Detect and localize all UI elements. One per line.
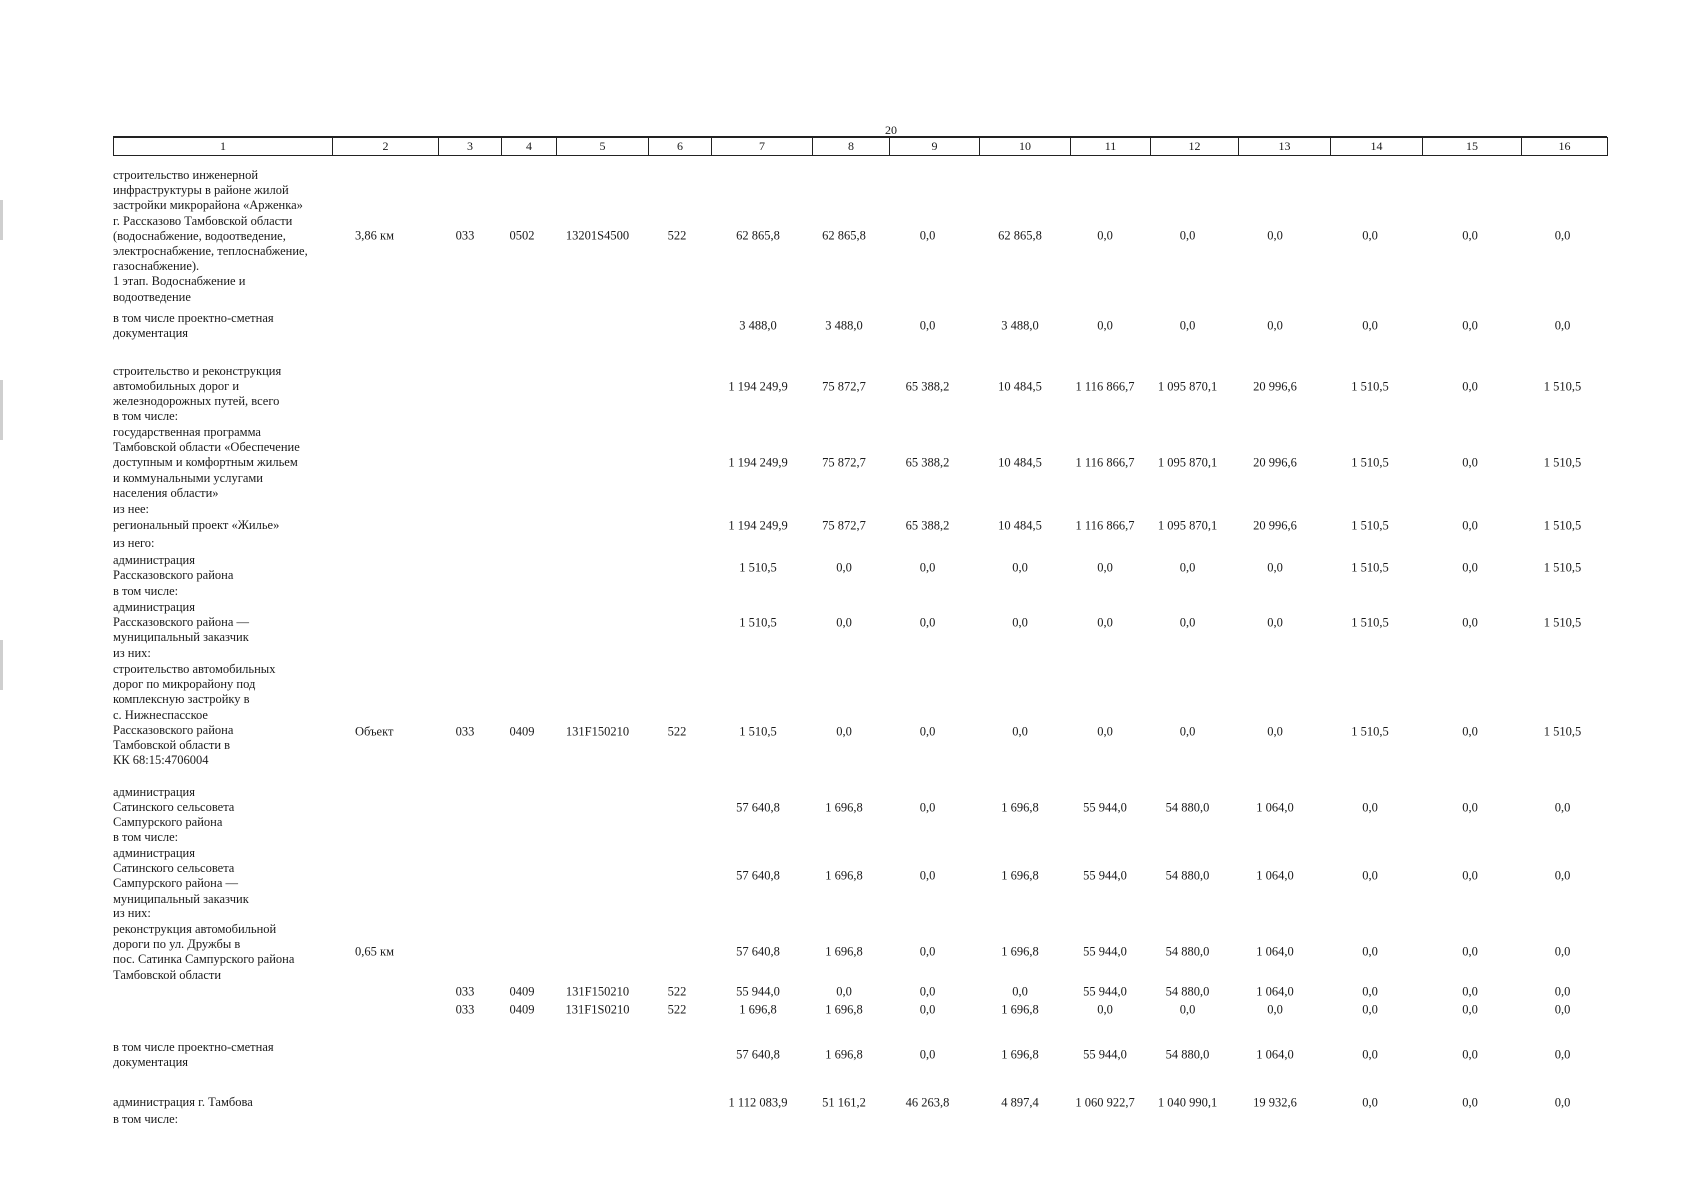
value-cell-col-11: 55 944,0 <box>1083 984 1127 999</box>
scan-edge-mark <box>0 380 3 440</box>
table-row <box>0 922 1697 982</box>
row-description: в том числе: <box>113 1112 179 1126</box>
value-cell-col-11: 1 116 866,7 <box>1075 518 1135 533</box>
row-description: в том числе: <box>113 409 179 423</box>
value-cell-col-10: 1 696,8 <box>1001 1002 1039 1017</box>
cell-c2: Объект <box>355 724 394 739</box>
header-col-5: 5 <box>557 138 649 156</box>
value-cell-col-9: 0,0 <box>919 724 936 739</box>
value-cell-col-15: 0,0 <box>1462 455 1478 469</box>
value-cell-col-10: 0,0 <box>1012 615 1028 629</box>
value-cell-col-11: 1 116 866,7 <box>1075 379 1135 393</box>
value-cell-col-11: 55 944,0 <box>1083 800 1127 814</box>
value-cell-col-14: 1 510,5 <box>1351 518 1389 533</box>
value-cell-col-16: 0,0 <box>1554 984 1571 999</box>
table-row <box>0 906 1697 921</box>
row-description: администрация Сатинского сельсовета Сампурского района — муниципальный заказчик <box>113 846 249 906</box>
value-cell-col-13: 0,0 <box>1267 318 1283 333</box>
value-cell-col-14: 0,0 <box>1362 318 1378 333</box>
value-cell-col-12: 0,0 <box>1179 560 1196 575</box>
value-cell-col-14: 1 510,5 <box>1351 724 1389 739</box>
value-cell-col-14: 1 510,5 <box>1351 560 1389 575</box>
row-description: администрация Сатинского сельсовета Сампурского района <box>113 785 235 830</box>
value-cell-col-12: 0,0 <box>1179 1002 1196 1017</box>
header-col-15: 15 <box>1423 138 1522 156</box>
value-cell-col-15: 0,0 <box>1462 1095 1478 1110</box>
row-description: из него: <box>113 536 155 550</box>
value-cell-col-16: 1 510,5 <box>1543 560 1582 575</box>
header-col-10: 10 <box>980 138 1071 156</box>
value-cell-col-16: 1 510,5 <box>1543 455 1582 469</box>
value-cell-col-12: 54 880,0 <box>1165 944 1210 959</box>
cell-c4: 0409 <box>509 1002 535 1017</box>
cell-c5: 13201S4500 <box>565 228 630 242</box>
header-col-12: 12 <box>1151 138 1239 156</box>
value-cell-col-9: 65 388,2 <box>905 455 950 469</box>
cell-c5: 131F150210 <box>565 984 630 999</box>
scan-edge-mark <box>0 200 3 240</box>
value-cell-col-16: 0,0 <box>1554 1095 1571 1110</box>
value-cell-col-15: 0,0 <box>1462 379 1478 393</box>
cell-c3: 033 <box>455 724 475 739</box>
header-col-14: 14 <box>1331 138 1423 156</box>
value-cell-col-15: 0,0 <box>1462 984 1478 999</box>
cell-c6: 522 <box>667 1002 687 1017</box>
value-cell-col-13: 20 996,6 <box>1253 455 1297 469</box>
value-cell-col-7: 57 640,8 <box>736 800 780 814</box>
header-col-2: 2 <box>333 138 439 156</box>
value-cell-col-16: 0,0 <box>1554 228 1571 242</box>
value-cell-col-16: 1 510,5 <box>1543 724 1582 739</box>
value-cell-col-8: 1 696,8 <box>825 1002 863 1017</box>
value-cell-col-8: 1 696,8 <box>825 800 863 814</box>
value-cell-col-7: 1 194 249,9 <box>728 455 788 469</box>
value-cell-col-10: 10 484,5 <box>998 518 1042 533</box>
value-cell-col-8: 51 161,2 <box>822 1095 866 1110</box>
row-description: в том числе: <box>113 584 179 598</box>
value-cell-col-7: 1 696,8 <box>739 1002 777 1017</box>
value-cell-col-9: 0,0 <box>919 1047 936 1062</box>
value-cell-col-15: 0,0 <box>1462 228 1478 242</box>
value-cell-col-15: 0,0 <box>1462 518 1478 533</box>
value-cell-col-14: 1 510,5 <box>1351 615 1389 629</box>
value-cell-col-7: 57 640,8 <box>736 944 780 959</box>
value-cell-col-7: 1 510,5 <box>739 724 777 739</box>
value-cell-col-15: 0,0 <box>1462 318 1478 333</box>
value-cell-col-8: 62 865,8 <box>822 228 866 242</box>
value-cell-col-16: 0,0 <box>1554 1002 1571 1017</box>
table-row <box>0 584 1697 599</box>
table-row <box>0 646 1697 661</box>
table-row <box>0 846 1697 906</box>
value-cell-col-7: 1 510,5 <box>739 560 777 575</box>
value-cell-col-10: 3 488,0 <box>1001 318 1039 333</box>
value-cell-col-11: 0,0 <box>1097 724 1113 739</box>
cell-c3: 033 <box>455 984 475 999</box>
value-cell-col-16: 0,0 <box>1554 800 1571 814</box>
value-cell-col-13: 1 064,0 <box>1256 800 1294 814</box>
value-cell-col-14: 0,0 <box>1362 868 1378 883</box>
value-cell-col-12: 0,0 <box>1179 724 1196 739</box>
header-col-7: 7 <box>712 138 813 156</box>
value-cell-col-13: 0,0 <box>1267 1002 1283 1017</box>
value-cell-col-15: 0,0 <box>1462 560 1478 575</box>
value-cell-col-13: 1 064,0 <box>1256 944 1294 959</box>
value-cell-col-9: 0,0 <box>919 228 936 242</box>
row-description: из них: <box>113 646 151 660</box>
table-row <box>0 536 1697 551</box>
cell-c2: 0,65 км <box>355 944 394 959</box>
table-row <box>0 984 1697 1000</box>
value-cell-col-13: 1 064,0 <box>1256 984 1294 999</box>
value-cell-col-8: 0,0 <box>836 724 852 739</box>
value-cell-col-10: 1 696,8 <box>1001 800 1039 814</box>
value-cell-col-9: 0,0 <box>919 800 936 814</box>
header-col-1: 1 <box>114 138 333 156</box>
value-cell-col-10: 0,0 <box>1012 724 1028 739</box>
value-cell-col-11: 55 944,0 <box>1083 1047 1127 1062</box>
value-cell-col-9: 0,0 <box>919 868 936 883</box>
value-cell-col-12: 54 880,0 <box>1165 800 1210 814</box>
value-cell-col-15: 0,0 <box>1462 615 1478 629</box>
value-cell-col-13: 19 932,6 <box>1253 1095 1297 1110</box>
value-cell-col-9: 0,0 <box>919 1002 936 1017</box>
value-cell-col-16: 1 510,5 <box>1543 379 1582 393</box>
value-cell-col-8: 75 872,7 <box>822 455 866 469</box>
value-cell-col-8: 75 872,7 <box>822 518 866 533</box>
header-col-8: 8 <box>813 138 890 156</box>
value-cell-col-11: 0,0 <box>1097 228 1113 242</box>
row-description: строительство автомобильных дорог по микрорайону под комплексную застройку в с. Нижнеспасское Рассказовского района Тамбовской области в КК 68:15:4706004 <box>113 662 276 768</box>
row-description: региональный проект «Жилье» <box>113 518 280 532</box>
value-cell-col-7: 55 944,0 <box>736 984 780 999</box>
value-cell-col-10: 0,0 <box>1012 984 1028 999</box>
value-cell-col-12: 54 880,0 <box>1165 984 1210 999</box>
column-number-header <box>113 137 1608 156</box>
value-cell-col-12: 0,0 <box>1179 615 1196 629</box>
value-cell-col-9: 65 388,2 <box>905 518 950 533</box>
value-cell-col-9: 0,0 <box>919 984 936 999</box>
value-cell-col-9: 0,0 <box>919 318 936 333</box>
value-cell-col-12: 54 880,0 <box>1165 868 1210 883</box>
value-cell-col-12: 1 095 870,1 <box>1157 379 1218 393</box>
cell-c2: 3,86 км <box>355 228 394 242</box>
value-cell-col-7: 3 488,0 <box>739 318 777 333</box>
cell-c5: 131F150210 <box>565 724 630 739</box>
cell-c5: 131F1S0210 <box>565 1002 630 1017</box>
table-row <box>0 364 1697 409</box>
value-cell-col-8: 1 696,8 <box>825 944 863 959</box>
row-description: государственная программа Тамбовской области «Обеспечение доступным и комфортным жильем и коммунальными услугами населения области» <box>113 425 300 500</box>
value-cell-col-8: 0,0 <box>836 984 852 999</box>
cell-c4: 0502 <box>509 228 535 242</box>
value-cell-col-10: 62 865,8 <box>998 228 1042 242</box>
value-cell-col-10: 4 897,4 <box>1001 1095 1039 1110</box>
value-cell-col-8: 3 488,0 <box>825 318 863 333</box>
value-cell-col-14: 0,0 <box>1362 800 1378 814</box>
header-col-6: 6 <box>649 138 712 156</box>
value-cell-col-16: 0,0 <box>1554 944 1571 959</box>
header-col-4: 4 <box>502 138 557 156</box>
value-cell-col-13: 20 996,6 <box>1253 518 1297 533</box>
value-cell-col-15: 0,0 <box>1462 724 1478 739</box>
value-cell-col-12: 0,0 <box>1179 318 1196 333</box>
value-cell-col-13: 1 064,0 <box>1256 868 1294 883</box>
value-cell-col-10: 10 484,5 <box>998 379 1042 393</box>
value-cell-col-14: 0,0 <box>1362 1047 1378 1062</box>
table-row <box>0 830 1697 845</box>
value-cell-col-12: 1 040 990,1 <box>1157 1095 1218 1110</box>
header-col-16: 16 <box>1522 138 1608 156</box>
value-cell-col-10: 0,0 <box>1012 560 1028 575</box>
value-cell-col-10: 10 484,5 <box>998 455 1042 469</box>
value-cell-col-11: 55 944,0 <box>1083 944 1127 959</box>
value-cell-col-16: 1 510,5 <box>1543 518 1582 533</box>
value-cell-col-8: 1 696,8 <box>825 1047 863 1062</box>
table-row <box>0 311 1697 341</box>
value-cell-col-11: 1 060 922,7 <box>1075 1095 1135 1110</box>
value-cell-col-10: 1 696,8 <box>1001 944 1039 959</box>
value-cell-col-14: 0,0 <box>1362 944 1378 959</box>
row-description: из нее: <box>113 502 150 516</box>
header-col-3: 3 <box>439 138 502 156</box>
row-description: в том числе проектно-сметная документация <box>113 1040 274 1070</box>
value-cell-col-11: 0,0 <box>1097 318 1113 333</box>
value-cell-col-8: 1 696,8 <box>825 868 863 883</box>
row-description: в том числе проектно-сметная документация <box>113 311 274 341</box>
value-cell-col-7: 1 112 083,9 <box>728 1095 788 1110</box>
value-cell-col-15: 0,0 <box>1462 944 1478 959</box>
value-cell-col-12: 54 880,0 <box>1165 1047 1210 1062</box>
header-col-11: 11 <box>1071 138 1151 156</box>
value-cell-col-8: 75 872,7 <box>822 379 866 393</box>
value-cell-col-15: 0,0 <box>1462 868 1478 883</box>
cell-c4: 0409 <box>509 984 535 999</box>
row-description: администрация Рассказовского района <box>113 553 234 583</box>
value-cell-col-16: 0,0 <box>1554 318 1571 333</box>
value-cell-col-7: 57 640,8 <box>736 1047 780 1062</box>
cell-c6: 522 <box>667 724 687 739</box>
value-cell-col-12: 1 095 870,1 <box>1157 455 1218 469</box>
value-cell-col-14: 0,0 <box>1362 1095 1378 1110</box>
value-cell-col-13: 0,0 <box>1267 560 1283 575</box>
value-cell-col-13: 0,0 <box>1267 615 1283 629</box>
cell-c6: 522 <box>667 984 687 999</box>
value-cell-col-15: 0,0 <box>1462 1002 1478 1017</box>
table-row <box>0 1002 1697 1018</box>
row-description: строительство инженерной инфраструктуры в районе жилой застройки микрорайона «Арженка» г. Рассказово Тамбовской области (водоснабжение, водоотведение, электроснабжение, теплоснабжение, газоснабжение). 1 этап. Водоснабжение и водоотведение <box>113 168 308 304</box>
value-cell-col-9: 0,0 <box>919 560 936 575</box>
header-col-9: 9 <box>890 138 980 156</box>
value-cell-col-11: 0,0 <box>1097 615 1113 629</box>
table-row <box>0 502 1697 517</box>
value-cell-col-15: 0,0 <box>1462 800 1478 814</box>
table-row <box>0 600 1697 645</box>
value-cell-col-12: 1 095 870,1 <box>1157 518 1218 533</box>
value-cell-col-7: 57 640,8 <box>736 868 780 883</box>
row-description: в том числе: <box>113 830 179 844</box>
value-cell-col-10: 1 696,8 <box>1001 1047 1039 1062</box>
value-cell-col-16: 0,0 <box>1554 1047 1571 1062</box>
cell-c4: 0409 <box>509 724 535 739</box>
cell-c3: 033 <box>455 228 475 242</box>
value-cell-col-13: 0,0 <box>1267 724 1283 739</box>
table-row <box>0 662 1697 802</box>
scan-edge-mark <box>0 640 3 690</box>
value-cell-col-11: 55 944,0 <box>1083 868 1127 883</box>
value-cell-col-14: 0,0 <box>1362 1002 1378 1017</box>
table-row <box>0 425 1697 500</box>
value-cell-col-7: 1 194 249,9 <box>728 379 788 393</box>
value-cell-col-9: 46 263,8 <box>905 1095 950 1110</box>
row-description: строительство и реконструкция автомобильных дорог и железнодорожных путей, всего <box>113 364 282 409</box>
row-description: из них: <box>113 906 151 920</box>
table-row <box>0 785 1697 830</box>
value-cell-col-7: 1 194 249,9 <box>728 518 788 533</box>
value-cell-col-16: 1 510,5 <box>1543 615 1582 629</box>
value-cell-col-14: 1 510,5 <box>1351 379 1389 393</box>
row-description: администрация Рассказовского района — муниципальный заказчик <box>113 600 249 645</box>
value-cell-col-12: 0,0 <box>1179 228 1196 242</box>
table-row <box>0 409 1697 424</box>
cell-c3: 033 <box>455 1002 475 1017</box>
value-cell-col-8: 0,0 <box>836 560 852 575</box>
table-row <box>0 1040 1697 1070</box>
page-number: 20 <box>885 123 897 137</box>
value-cell-col-13: 20 996,6 <box>1253 379 1297 393</box>
table-row <box>0 1095 1697 1111</box>
value-cell-col-13: 0,0 <box>1267 228 1283 242</box>
row-description: администрация г. Тамбова <box>113 1095 253 1109</box>
value-cell-col-11: 0,0 <box>1097 1002 1113 1017</box>
table-row <box>0 553 1697 583</box>
value-cell-col-11: 0,0 <box>1097 560 1113 575</box>
value-cell-col-7: 1 510,5 <box>739 615 777 629</box>
value-cell-col-13: 1 064,0 <box>1256 1047 1294 1062</box>
value-cell-col-10: 1 696,8 <box>1001 868 1039 883</box>
value-cell-col-11: 1 116 866,7 <box>1075 455 1135 469</box>
table-row <box>0 518 1697 534</box>
table-row <box>0 1112 1697 1127</box>
table-row <box>0 168 1697 303</box>
cell-c6: 522 <box>667 228 687 242</box>
value-cell-col-8: 0,0 <box>836 615 852 629</box>
value-cell-col-14: 1 510,5 <box>1351 455 1389 469</box>
value-cell-col-14: 0,0 <box>1362 228 1378 242</box>
value-cell-col-15: 0,0 <box>1462 1047 1478 1062</box>
value-cell-col-16: 0,0 <box>1554 868 1571 883</box>
header-col-13: 13 <box>1239 138 1331 156</box>
value-cell-col-7: 62 865,8 <box>736 228 780 242</box>
value-cell-col-14: 0,0 <box>1362 984 1378 999</box>
row-description: реконструкция автомобильной дороги по ул. Дружбы в пос. Сатинка Сампурского района Тамбовской области <box>113 922 295 982</box>
value-cell-col-9: 65 388,2 <box>905 379 950 393</box>
value-cell-col-9: 0,0 <box>919 944 936 959</box>
value-cell-col-9: 0,0 <box>919 615 936 629</box>
